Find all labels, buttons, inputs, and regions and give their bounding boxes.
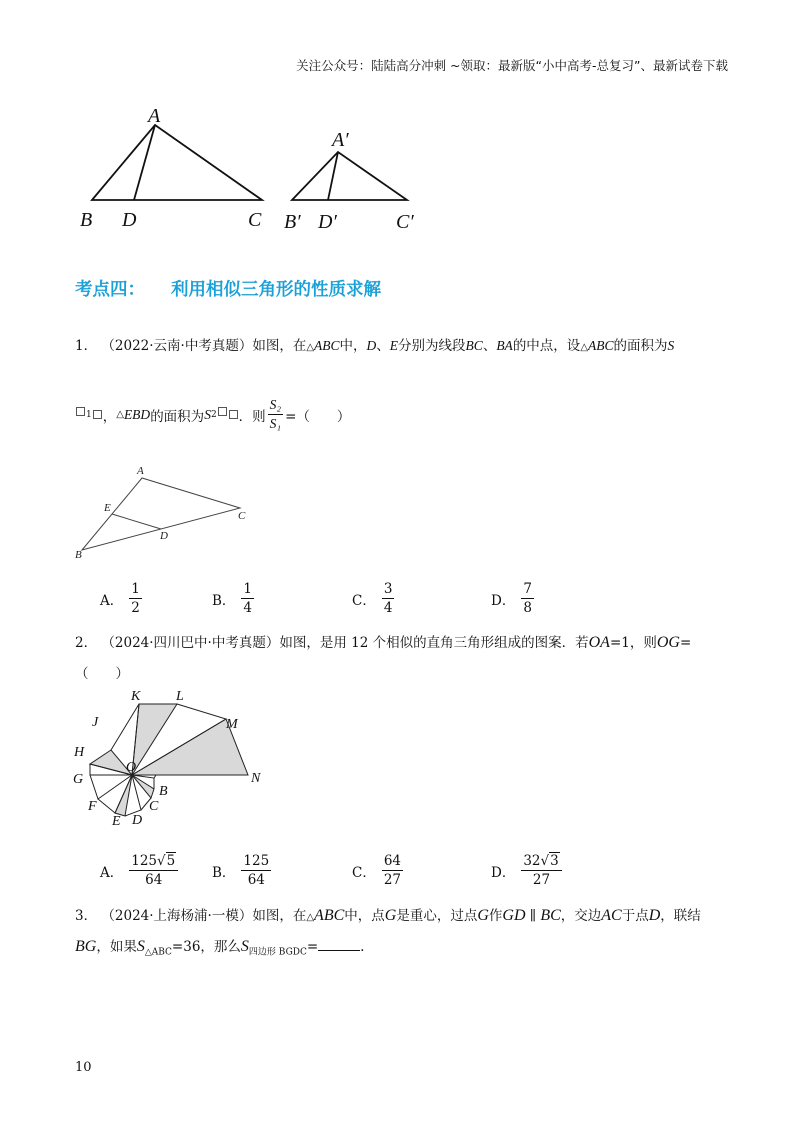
q1-text: 的面积为 <box>150 408 205 425</box>
fraction-den: S₁ <box>269 416 282 431</box>
option-fraction <box>382 580 395 617</box>
label-d: D <box>160 530 168 542</box>
fraction-den: 27 <box>383 872 402 888</box>
label-d: D <box>132 813 143 828</box>
q3-text: ，那么 <box>200 939 241 955</box>
answer-blank[interactable] <box>318 938 360 951</box>
q3-text: 是重心，过点 <box>396 908 478 924</box>
q3-s: S <box>240 938 249 955</box>
page-header: 关注公众号：陆陆高分冲刺 ~领取：最新版“小中高考-总复习”、最新试卷下载 <box>296 58 728 73</box>
q3-sub-abc: △ABC <box>144 947 172 958</box>
q1-ratio-fraction <box>268 396 283 433</box>
triangle-symbol: △ <box>116 409 124 420</box>
placeholder-box <box>76 407 85 416</box>
fraction-den: 27 <box>532 872 551 888</box>
similar-triangles-figure <box>70 100 430 240</box>
q2-source: （2024·四川巴中·中考真题） <box>101 635 280 651</box>
fraction-num: 1 <box>243 581 253 597</box>
q3-text: ，联结 <box>660 908 701 924</box>
label-k: K <box>131 689 141 704</box>
section-number: 考点四： <box>75 280 145 300</box>
q3-text: 中，点 <box>344 908 385 924</box>
fraction-num: 3 <box>383 581 393 597</box>
q3-source: （2024·上海杨浦·一模） <box>101 908 253 924</box>
q1-text: =（ ） <box>285 408 351 425</box>
sub-1: 1 <box>86 409 92 420</box>
fraction-num: 125 <box>243 853 270 869</box>
q1-text: 中， <box>339 338 367 354</box>
q1-text: 如图，在 <box>252 338 307 354</box>
label-g: G <box>73 772 84 787</box>
fraction-num: S₂ <box>268 396 283 415</box>
q3-d: D <box>648 907 661 924</box>
q1-bc: BC <box>465 338 483 353</box>
radicand: 5 <box>166 853 176 869</box>
q3-abc: ABC <box>314 907 345 924</box>
q3-text: ，交边 <box>560 908 602 924</box>
q3-text: 作 <box>488 908 503 924</box>
q1-option-b[interactable] <box>212 580 254 617</box>
fraction-num: 7 <box>523 581 532 597</box>
fraction-num: 125√5 <box>129 852 178 871</box>
q3-g: G <box>384 907 397 924</box>
q2-text: =1，则 <box>609 635 657 651</box>
q3-number: 3． <box>75 908 98 924</box>
fraction-num: 1 <box>131 581 140 597</box>
placeholder-box <box>93 410 102 419</box>
option-label: B． <box>212 592 236 609</box>
label-a-prime: A′ <box>332 129 349 151</box>
option-fraction <box>521 852 561 889</box>
q2-option-b[interactable] <box>212 852 271 889</box>
label-f: F <box>88 799 97 814</box>
q2-oa: OA <box>588 634 610 651</box>
q3-sub-quad: 四边形 BGDC <box>248 947 307 958</box>
sub-2: 2 <box>210 409 217 420</box>
q3-ac: AC <box>601 907 622 924</box>
q1-abc: ABC <box>314 338 340 353</box>
label-b: B <box>159 784 168 799</box>
q1-ba: BA <box>496 338 513 353</box>
label-c: C <box>149 799 159 814</box>
option-fraction <box>382 852 403 889</box>
q2-text: = <box>679 635 692 651</box>
label-c: C <box>238 510 246 522</box>
option-fraction <box>521 580 534 617</box>
q1-option-d[interactable] <box>491 580 534 617</box>
q3-bc: BC <box>540 907 561 924</box>
label-o: O <box>126 760 137 775</box>
q2-option-c[interactable] <box>352 852 403 889</box>
q1-option-a[interactable] <box>100 580 142 617</box>
option-fraction <box>241 852 271 889</box>
placeholder-box <box>229 410 238 419</box>
q3-line2 <box>75 935 364 958</box>
fraction-num: 32√3 <box>521 852 561 871</box>
label-d: D <box>122 209 137 231</box>
q1-ebd: EBD <box>123 406 151 422</box>
q1-source: （2022·云南·中考真题） <box>101 338 253 354</box>
section-title <box>75 276 381 301</box>
label-b: B <box>80 209 93 231</box>
q1-text: 的面积为 <box>613 338 668 354</box>
q1-line1 <box>75 334 674 354</box>
option-label: B． <box>212 864 236 881</box>
label-a: A <box>137 465 144 477</box>
q1-s: S <box>204 406 211 422</box>
q3-value: =36 <box>171 939 201 955</box>
label-h: H <box>74 745 85 760</box>
q3-bg: BG <box>75 938 97 955</box>
q3-text: 于点 <box>621 908 649 924</box>
option-label: C． <box>352 864 376 881</box>
q3-text: = <box>306 939 319 955</box>
option-label: C． <box>352 592 376 609</box>
q1-figure <box>70 462 260 562</box>
q2-option-d[interactable] <box>491 852 562 889</box>
q1-s: S <box>667 338 675 353</box>
page-number: 10 <box>75 1060 92 1075</box>
q1-sep: 、 <box>482 338 497 354</box>
q3-line1 <box>75 904 701 925</box>
fraction-num: 64 <box>383 853 402 869</box>
q2-line1 <box>75 631 691 652</box>
coef: 125 <box>131 853 158 869</box>
q3-g: G <box>477 907 489 924</box>
q1-d: D <box>366 338 377 353</box>
label-c-prime: C′ <box>396 211 414 233</box>
q2-spiral-figure <box>70 686 270 831</box>
fraction-den: 64 <box>247 872 265 888</box>
q1-text: 分别为线段 <box>398 338 466 354</box>
q3-text: 如图，在 <box>252 908 307 924</box>
option-label: D． <box>491 864 516 881</box>
triangle-symbol: △ <box>306 342 315 353</box>
q1-abc: ABC <box>588 338 614 353</box>
radicand: 3 <box>550 853 559 869</box>
q1-sep: 、 <box>376 338 390 354</box>
section-heading: 利用相似三角形的性质求解 <box>171 280 381 300</box>
q1-e: E <box>389 338 399 353</box>
q1-line2: $_1$ ， △ EBD 的面积为 S 2 ．则 $\frac{\text{S₂}}{\text{S₁}}$ =（ ） <box>75 396 350 433</box>
q3-s: S <box>136 938 145 955</box>
fraction-den: 4 <box>383 600 393 616</box>
label-e: E <box>104 502 111 514</box>
q2-text: 如图，是用 12 个相似的直角三角形组成的图案．若 <box>279 635 589 651</box>
q2-option-a[interactable] <box>100 852 178 889</box>
label-n: N <box>251 771 261 786</box>
q2-line2: （ ） <box>75 666 129 682</box>
fraction-den: 2 <box>131 600 140 616</box>
label-m: M <box>226 717 238 732</box>
fraction-den: 8 <box>523 600 532 616</box>
q1-option-c[interactable] <box>352 580 394 617</box>
triangle-symbol: △ <box>306 912 315 923</box>
label-c: C <box>248 209 262 231</box>
label-b: B <box>75 549 82 561</box>
triangle-symbol: △ <box>580 342 589 353</box>
q1-text: ．则 <box>238 408 266 425</box>
option-label: A． <box>100 864 124 881</box>
label-l: L <box>176 689 184 704</box>
fraction-den: 64 <box>145 872 163 888</box>
option-label: D． <box>491 592 516 609</box>
label-b-prime: B′ <box>284 211 301 233</box>
q3-text: ，如果 <box>96 939 137 955</box>
label-a: A <box>148 105 161 127</box>
label-j: J <box>92 715 99 730</box>
q2-og: OG <box>656 634 680 651</box>
q1-text: 的中点，设 <box>512 338 581 354</box>
q1-number: 1． <box>75 338 98 354</box>
q2-number: 2． <box>75 635 98 651</box>
option-fraction <box>241 580 254 617</box>
q3-text: . <box>360 939 365 955</box>
fraction-den: 4 <box>243 600 253 616</box>
label-e: E <box>112 814 121 829</box>
parallel-symbol: ∥ <box>525 908 541 924</box>
label-d-prime: D′ <box>318 211 337 233</box>
option-fraction <box>129 580 142 617</box>
option-fraction <box>129 852 178 889</box>
option-label: A． <box>100 592 124 609</box>
coef: 32 <box>523 853 541 869</box>
placeholder-box <box>218 407 227 416</box>
q3-gd: GD <box>502 907 526 924</box>
